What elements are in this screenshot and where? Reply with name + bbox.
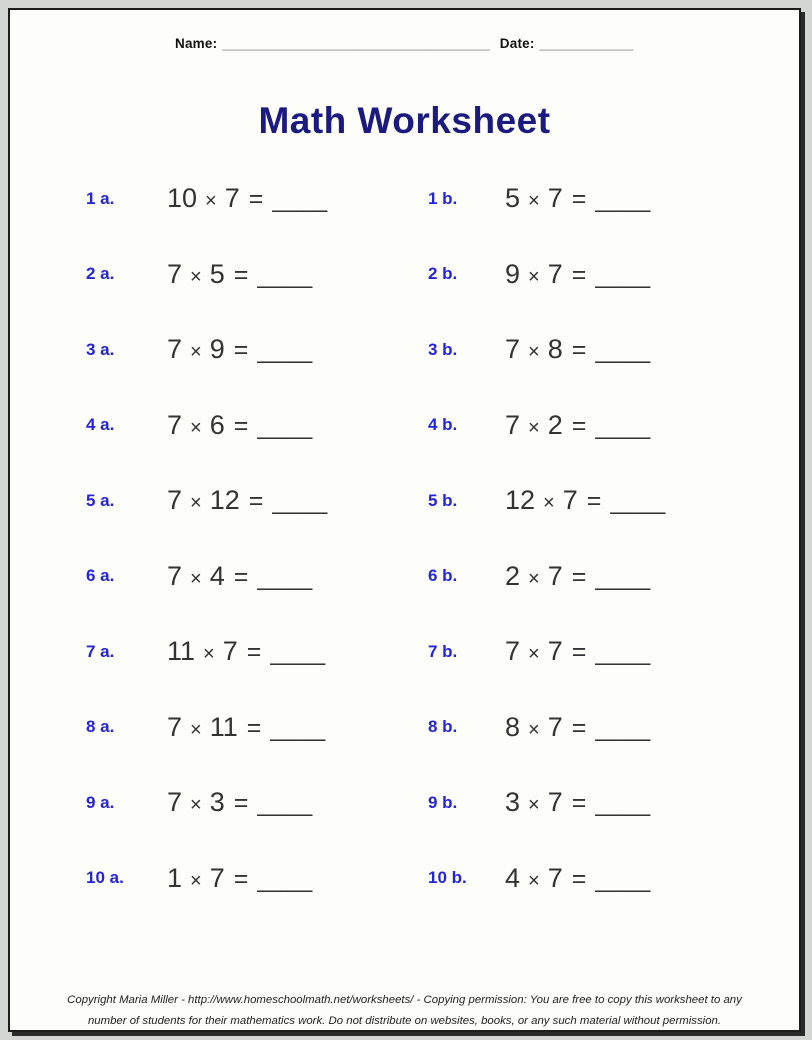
multiplier: 7 <box>224 183 240 214</box>
problem-b <box>505 787 789 818</box>
problem-number-b: 4 b. <box>428 415 458 435</box>
multiplier: 2 <box>547 409 563 440</box>
equals-sign: = <box>246 638 262 667</box>
multiplicand: 3 <box>505 787 521 818</box>
multiplier: 9 <box>209 334 225 365</box>
problem-row <box>86 614 789 690</box>
multiplicand: 7 <box>505 636 521 667</box>
answer-blank: ____ <box>595 865 651 893</box>
answer-blank: ____ <box>595 563 651 591</box>
multiplier: 12 <box>209 485 240 516</box>
problem-a <box>167 712 428 743</box>
answer-blank: ____ <box>610 488 666 516</box>
problem-b <box>505 183 789 214</box>
equals-sign: = <box>571 562 587 591</box>
footer <box>10 990 799 1032</box>
equals-sign: = <box>246 713 262 742</box>
times-sign: × <box>190 718 202 741</box>
problem-b <box>505 561 789 592</box>
times-sign: × <box>190 869 202 892</box>
multiplier: 7 <box>547 711 563 742</box>
problem-row <box>86 765 789 841</box>
multiplier: 7 <box>562 485 578 516</box>
problem-a <box>167 863 428 894</box>
problem-b <box>505 410 789 441</box>
problem-row <box>86 539 789 615</box>
times-sign: × <box>528 341 540 364</box>
name-date-row <box>175 36 634 51</box>
date-label: Date: <box>499 36 535 51</box>
answer-blank: ____ <box>257 412 313 440</box>
multiplier: 6 <box>209 409 225 440</box>
multiplier: 11 <box>209 711 238 742</box>
problem-a <box>167 485 428 516</box>
equals-sign: = <box>248 487 264 516</box>
problem-b <box>505 863 789 894</box>
times-sign: × <box>528 416 540 439</box>
problem-number-b: 5 b. <box>428 490 458 510</box>
problem-row <box>86 841 789 917</box>
problem-number-a: 1 a. <box>86 188 115 208</box>
equals-sign: = <box>571 260 587 289</box>
multiplier: 7 <box>222 636 238 667</box>
multiplicand: 7 <box>167 787 183 818</box>
problem-a <box>167 787 428 818</box>
answer-blank: ____ <box>257 337 313 365</box>
times-sign: × <box>528 643 540 666</box>
times-sign: × <box>190 794 202 817</box>
problem-number-a: 4 a. <box>86 415 115 435</box>
times-sign: × <box>528 265 540 288</box>
multiplicand: 12 <box>505 485 536 516</box>
answer-blank: ____ <box>595 337 651 365</box>
name-label: Name: <box>175 36 218 51</box>
times-sign: × <box>528 794 540 817</box>
problem-a <box>167 561 428 592</box>
problem-b <box>505 485 789 516</box>
multiplier: 8 <box>547 334 563 365</box>
times-sign: × <box>203 643 215 666</box>
multiplicand: 4 <box>505 862 521 893</box>
equals-sign: = <box>571 864 587 893</box>
multiplicand: 7 <box>505 409 521 440</box>
multiplier: 7 <box>547 636 563 667</box>
problem-number-a: 2 a. <box>86 264 115 284</box>
equals-sign: = <box>571 638 587 667</box>
problem-number-b: 9 b. <box>428 792 458 812</box>
date-line: _____________ <box>539 36 634 51</box>
times-sign: × <box>543 492 555 515</box>
multiplier: 4 <box>209 560 225 591</box>
multiplicand: 10 <box>167 183 198 214</box>
equals-sign: = <box>571 713 587 742</box>
equals-sign: = <box>571 789 587 818</box>
answer-blank: ____ <box>257 563 313 591</box>
problem-number-a: 8 a. <box>86 717 115 737</box>
times-sign: × <box>528 567 540 590</box>
answer-blank: ____ <box>595 412 651 440</box>
answer-blank: ____ <box>257 790 313 818</box>
worksheet-page <box>8 8 801 1032</box>
times-sign: × <box>205 190 217 213</box>
multiplicand: 2 <box>505 560 521 591</box>
problem-number-b: 8 b. <box>428 717 458 737</box>
equals-sign: = <box>571 411 587 440</box>
answer-blank: ____ <box>257 865 313 893</box>
answer-blank: ____ <box>595 790 651 818</box>
equals-sign: = <box>233 789 249 818</box>
multiplier: 7 <box>547 560 563 591</box>
times-sign: × <box>528 718 540 741</box>
times-sign: × <box>190 341 202 364</box>
equals-sign: = <box>233 336 249 365</box>
problem-row <box>86 312 789 388</box>
times-sign: × <box>528 190 540 213</box>
problem-number-a: 6 a. <box>86 566 115 586</box>
problem-row <box>86 161 789 237</box>
times-sign: × <box>190 567 202 590</box>
problem-row <box>86 388 789 464</box>
answer-blank: ____ <box>595 261 651 289</box>
multiplicand: 7 <box>505 334 521 365</box>
answer-blank: ____ <box>270 639 326 667</box>
multiplicand: 7 <box>167 485 183 516</box>
problem-b <box>505 636 789 667</box>
times-sign: × <box>190 416 202 439</box>
answer-blank: ____ <box>272 186 328 214</box>
times-sign: × <box>190 265 202 288</box>
multiplier: 7 <box>547 862 563 893</box>
problem-number-b: 7 b. <box>428 641 458 661</box>
problem-number-a: 3 a. <box>86 339 115 359</box>
multiplier: 7 <box>209 862 225 893</box>
equals-sign: = <box>248 185 264 214</box>
multiplicand: 7 <box>167 711 183 742</box>
multiplicand: 7 <box>167 258 183 289</box>
multiplier: 7 <box>547 258 563 289</box>
answer-blank: ____ <box>270 714 326 742</box>
problem-a <box>167 636 428 667</box>
multiplicand: 7 <box>167 560 183 591</box>
problem-b <box>505 334 789 365</box>
page-title: Math Worksheet <box>258 100 551 141</box>
equals-sign: = <box>571 336 587 365</box>
multiplicand: 5 <box>505 183 521 214</box>
problem-a <box>167 410 428 441</box>
multiplier: 7 <box>547 183 563 214</box>
equals-sign: = <box>571 185 587 214</box>
problem-a <box>167 334 428 365</box>
answer-blank: ____ <box>272 488 328 516</box>
problem-b <box>505 712 789 743</box>
footer-line-1: Copyright Maria Miller - http://www.homeschoolmath.net/worksheets/ - Copying permission: You are free to copy this worksheet to any <box>67 994 742 1006</box>
problem-row <box>86 237 789 313</box>
equals-sign: = <box>233 864 249 893</box>
problem-number-a: 7 a. <box>86 641 115 661</box>
problem-number-a: 9 a. <box>86 792 115 812</box>
multiplicand: 11 <box>167 636 196 667</box>
footer-line-2: number of students for their mathematics work. Do not distribute on websites, books, or any such material without permission. <box>87 1015 722 1027</box>
problem-a <box>167 259 428 290</box>
problem-a <box>167 183 428 214</box>
problem-number-b: 6 b. <box>428 566 458 586</box>
problems-grid <box>86 161 789 916</box>
equals-sign: = <box>233 260 249 289</box>
multiplicand: 7 <box>167 409 183 440</box>
multiplier: 7 <box>547 787 563 818</box>
multiplicand: 1 <box>167 862 183 893</box>
multiplicand: 9 <box>505 258 521 289</box>
problem-row <box>86 690 789 766</box>
answer-blank: ____ <box>595 639 651 667</box>
multiplier: 3 <box>209 787 225 818</box>
multiplicand: 7 <box>167 334 183 365</box>
answer-blank: ____ <box>595 186 651 214</box>
equals-sign: = <box>586 487 602 516</box>
problem-row <box>86 463 789 539</box>
equals-sign: = <box>233 411 249 440</box>
times-sign: × <box>190 492 202 515</box>
problem-number-a: 10 a. <box>86 868 124 888</box>
multiplicand: 8 <box>505 711 521 742</box>
multiplier: 5 <box>209 258 225 289</box>
times-sign: × <box>528 869 540 892</box>
problem-number-b: 10 b. <box>428 868 467 888</box>
problem-number-b: 3 b. <box>428 339 458 359</box>
problem-number-b: 2 b. <box>428 264 458 284</box>
equals-sign: = <box>233 562 249 591</box>
problem-number-b: 1 b. <box>428 188 458 208</box>
answer-blank: ____ <box>595 714 651 742</box>
problem-b <box>505 259 789 290</box>
name-line: _____________________________________ <box>222 36 490 51</box>
problem-number-a: 5 a. <box>86 490 115 510</box>
answer-blank: ____ <box>257 261 313 289</box>
